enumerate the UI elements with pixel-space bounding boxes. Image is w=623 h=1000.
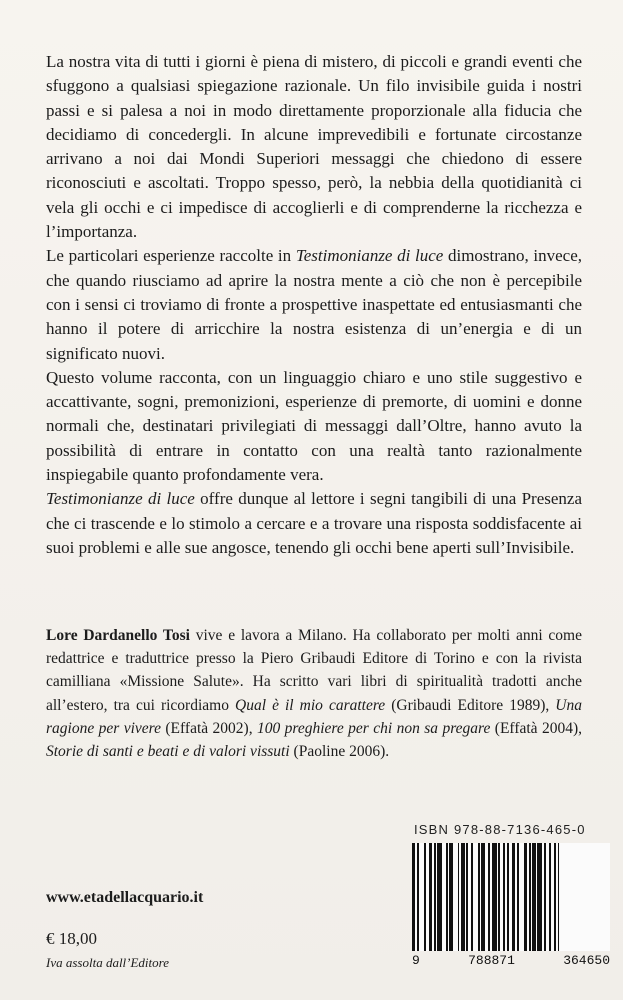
barcode-digits-right: 364650 — [563, 953, 610, 968]
blurb-paragraph — [46, 50, 582, 244]
book-title: Testimonianze di luce — [295, 246, 444, 266]
blurb-text: Le particolari esperienze raccolte in — [46, 246, 296, 266]
isbn-label: ISBN 978-88-7136-465-0 — [414, 822, 586, 837]
back-cover-blurb — [46, 50, 582, 560]
book-title: 100 preghiere per chi non sa pregare — [257, 719, 491, 737]
author-name: Lore Dardanello Tosi — [46, 627, 190, 644]
blurb-paragraph — [46, 487, 582, 560]
blurb-text: Questo volume racconta, con un linguaggio chiaro e uno stile suggestivo e accattivante, sogni, premonizioni, esperienze di premorte, di uomini e donne normali che, destinatari privilegiati di messaggi dall’Oltre, hanno avuto la possibilità di entrare in contatto con una realtà tanto razionalmente inspiegabile quanto profondamente vera. — [46, 367, 582, 485]
bio-text: (Effatà 2004), — [490, 719, 582, 737]
blurb-paragraph — [46, 366, 582, 487]
book-title: Storie di santi e beati e di valori vissuti — [46, 743, 290, 761]
book-title: Una ragione per vivere — [46, 696, 582, 737]
barcode-bar — [559, 843, 564, 951]
barcode-digit-first: 9 — [412, 953, 420, 968]
barcode-graphic — [412, 843, 610, 951]
vat-note: Iva assolta dall’Editore — [46, 955, 170, 970]
bio-text: vive e lavora a Milano. Ha collaborato per molti anni come redattrice e traduttrice presso la Piero Gribaudi Editore di Torino e con la rivista camilliana «Missione Salute». Ha scritto vari libri di spiritualità tradotti anche all’estero, tra cui ricordiamo — [46, 627, 582, 714]
blurb-text: dimostrano, invece, che quando riusciamo ad aprire la nostra mente a ciò che non è percepibile con i sensi ci troviamo di fronte a prospettive inaspettate ed entusiasmanti che hanno il potere di arricchire la nostra esistenza di un’energia e di un significato nuovi. — [46, 246, 582, 363]
barcode-number — [412, 953, 610, 968]
blurb-paragraph — [46, 244, 582, 365]
blurb-text: La nostra vita di tutti i giorni è piena di mistero, di piccoli e grandi eventi che sfuggono a qualsiasi spiegazione razionale. Un filo invisibile guida i nostri passi e si palesa a noi in modo direttamente proporzionale alla fiducia che decidiamo di concedergli. In alcune imprevedibili e fortunate circostanze arrivano a noi dai Mondi Superiori messaggi che chiedono di essere riconosciuti e ascoltati. Troppo spesso, però, la nebbia della quotidianità ci vela gli occhi e ci impedisce di accoglierli e di comprenderne la ricchezza e l’importanza. — [46, 52, 582, 242]
book-title: Qual è il mio carattere — [235, 696, 386, 714]
publisher-website: www.etadellacquario.it — [46, 889, 204, 906]
bio-text: (Gribaudi Editore 1989), — [385, 696, 556, 714]
bio-text: (Paoline 2006). — [289, 743, 390, 761]
blurb-text: offre dunque al lettore i segni tangibili di una Presenza che ci trascende e lo stimolo a cercare e a trovare una risposta soddisfacente ai suoi problemi e alle sue angosce, tenendo gli occhi bene aperti sull’Invisibile. — [46, 489, 582, 557]
book-title: Testimonianze di luce — [46, 489, 195, 509]
bio-text: (Effatà 2002), — [160, 719, 257, 737]
barcode-digits-left: 788871 — [468, 953, 515, 968]
price: € 18,00 — [46, 929, 97, 948]
author-bio — [46, 624, 582, 763]
